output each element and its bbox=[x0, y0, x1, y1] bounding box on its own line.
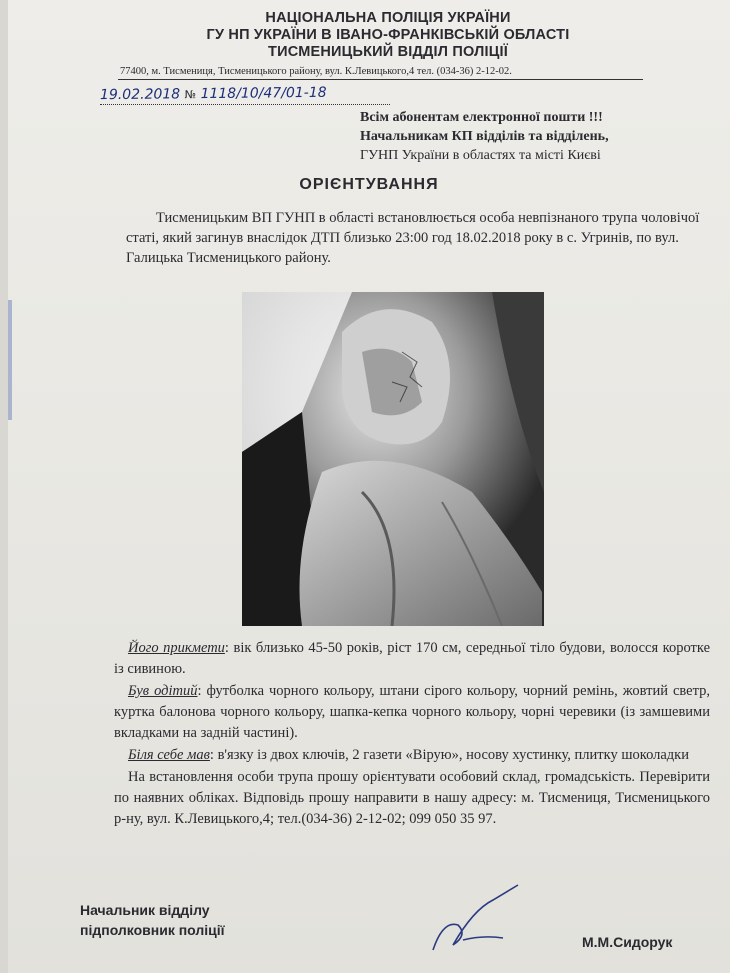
signatory-position bbox=[80, 900, 225, 940]
clothes-paragraph bbox=[114, 681, 710, 744]
letterhead bbox=[128, 10, 648, 61]
features-paragraph bbox=[114, 638, 710, 680]
features-text: : вік близько 45-50 років, ріст 170 см, середньої тіло будови, волосся коротке із сивиною. bbox=[114, 640, 710, 677]
handwritten-signature bbox=[423, 880, 533, 960]
clothes-text: : футболка чорного кольору, штани сірого кольору, чорний ремінь, жовтий светр, куртка балонова чорного кольору, шапка-кепка чорного кольору, чорні черевики (із замшевими вкладками на задній частині). bbox=[114, 683, 710, 741]
registration-number: 1118/10/47/01-18 bbox=[200, 84, 327, 103]
recipient-line-2: Начальникам КП відділів та відділень, bbox=[360, 129, 609, 144]
document-page bbox=[8, 0, 730, 973]
intro-paragraph: Тисменицьким ВП ГУНП в області встановлюється особа невпізнаного трупа чоловічої статі, який загинув внаслідок ДТП близько 23:00 год 18.02.2018 року в с. Угринів, по вул. Галицька Тисменицького району. bbox=[126, 210, 700, 266]
items-text: : в'язку із двох ключів, 2 газети «Вірую», носову хустинку, плитку шоколадки bbox=[209, 747, 689, 763]
address-rule bbox=[118, 79, 643, 80]
registration-line bbox=[100, 85, 327, 103]
number-sign: № bbox=[184, 88, 197, 102]
recipients-block bbox=[360, 108, 609, 165]
document-title: ОРІЄНТУВАННЯ bbox=[299, 176, 439, 193]
description-block bbox=[114, 638, 710, 831]
registration-dotted-rule bbox=[100, 104, 390, 105]
recipient-line-3: ГУНП України в областях та місті Києві bbox=[360, 148, 601, 163]
signatory-name: М.М.Сидорук bbox=[582, 934, 673, 950]
letterhead-line-3: ТИСМЕНИЦЬКИЙ ВІДДІЛ ПОЛІЦІЇ bbox=[268, 44, 508, 60]
photo-image bbox=[242, 292, 544, 626]
registration-date: 19.02.2018 bbox=[99, 86, 181, 104]
identification-photo bbox=[242, 292, 544, 626]
items-label: Біля себе мав bbox=[128, 747, 210, 763]
clothes-label: Був одітий bbox=[128, 683, 198, 699]
letterhead-line-1: НАЦІОНАЛЬНА ПОЛІЦІЯ УКРАЇНИ bbox=[265, 10, 511, 26]
features-label: Його прикмети bbox=[128, 640, 225, 656]
position-line-2: підполковник поліції bbox=[80, 922, 225, 938]
margin-mark bbox=[8, 300, 12, 420]
letterhead-address: 77400, м. Тисмениця, Тисменицького району, вул. К.Левицького,4 тел. (034-36) 2-12-02. bbox=[120, 66, 512, 77]
request-paragraph: На встановлення особи трупа прошу орієнтувати особовий склад, громадськість. Перевірити по наявних обліках. Відповідь прошу направити в нашу адресу: м. Тисмениця, Тисменицького р-ну, вул. К.Левицького,4; тел.(034-36) 2-12-02; 099 050 35 97. bbox=[114, 769, 710, 827]
items-paragraph bbox=[114, 745, 710, 766]
recipient-line-1: Всім абонентам електронної пошти !!! bbox=[360, 110, 603, 125]
position-line-1: Начальник відділу bbox=[80, 902, 210, 918]
letterhead-line-2: ГУ НП УКРАЇНИ В ІВАНО-ФРАНКІВСЬКІЙ ОБЛАСТІ bbox=[206, 27, 570, 43]
